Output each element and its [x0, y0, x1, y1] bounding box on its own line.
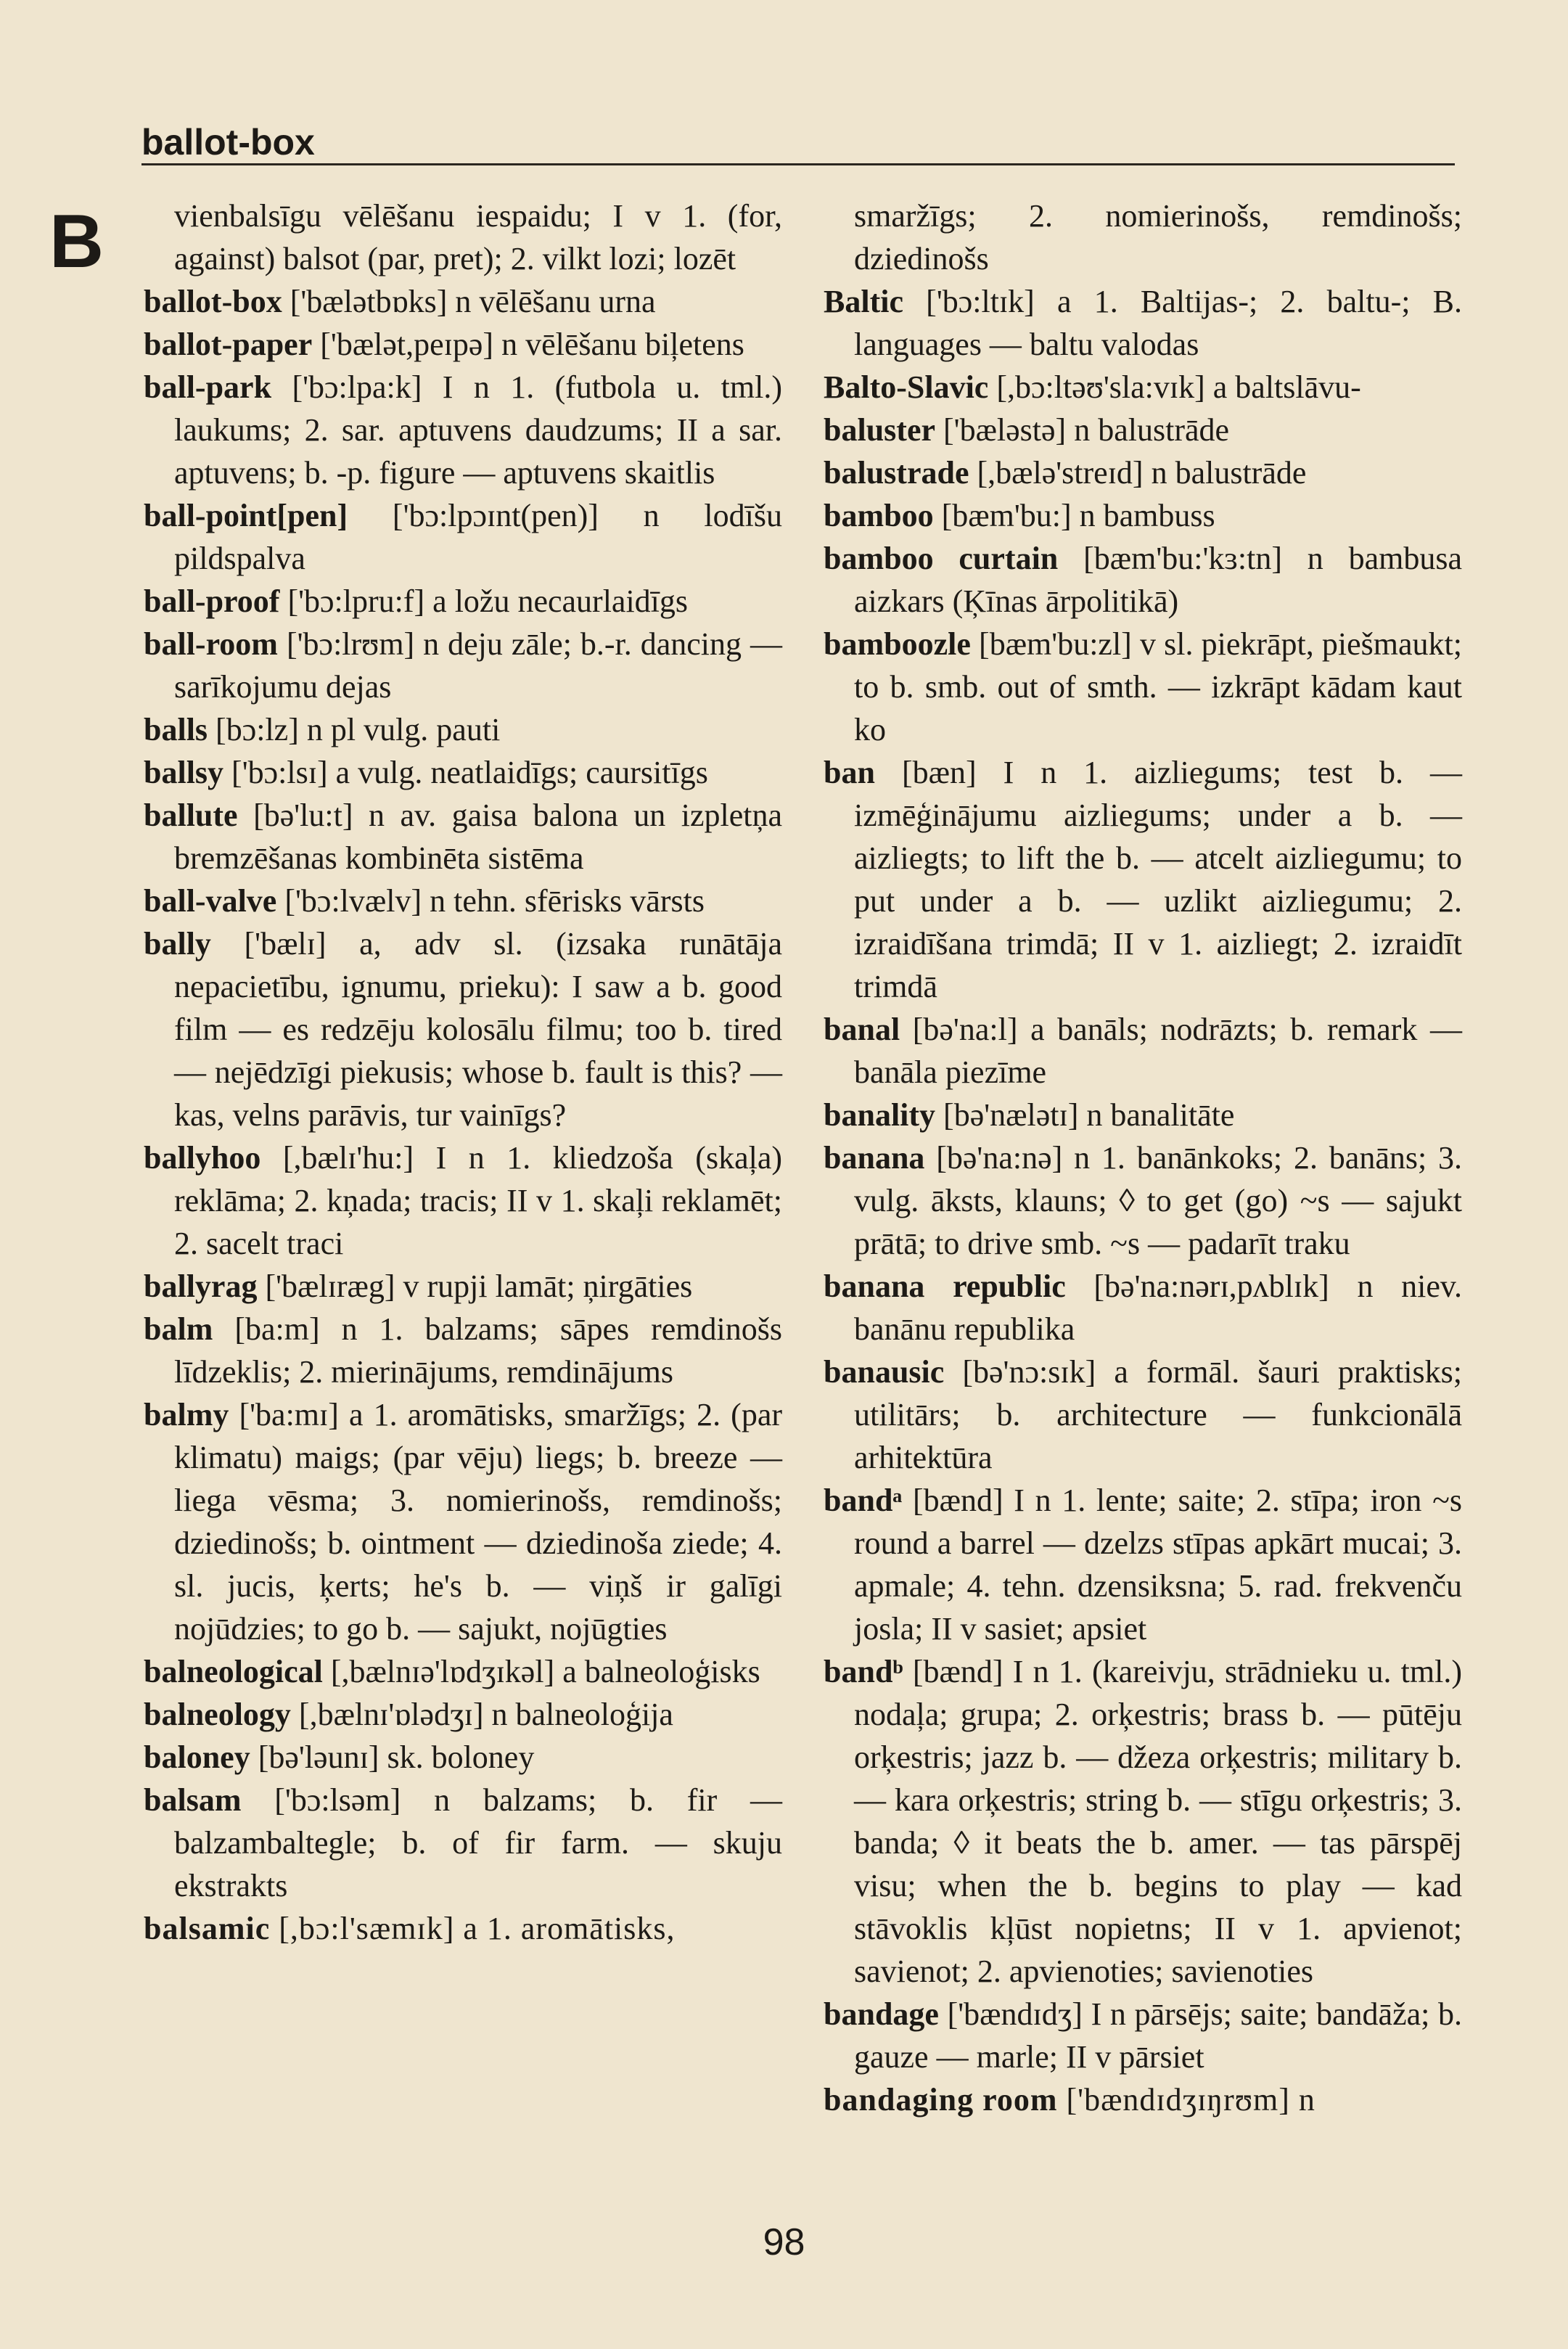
entry-definition: ['ba:mɪ] a 1. aromātisks, smaržīgs; 2. (par klimatu) maigs; (par vēju) liegs; b. breeze — liega vēsma; 3. nomierinošs, remdinošs; dziedinošs; b. ointment — dziedinoša ziede; 4. sl. jucis, ķerts; he's b. — viņš ir galīgi nojūdzies; to go b. — sajukt, nojūgties [174, 1397, 783, 1647]
entry-definition: ['bɔ:lsɪ] a vulg. neatlaidīgs; caursitīgs [231, 755, 708, 790]
entry-headword: ball-valve [144, 883, 277, 919]
entry-definition: ['bælɪ] a, adv sl. (izsaka runātāja nepacietību, ignumu, prieku): I saw a b. good film — es redzēju kolosālu filmu; too b. tired — nejēdzīgi piekusis; whose b. fault is this? — kas, velns parāvis, tur vainīgs? [174, 926, 782, 1133]
dictionary-entry [824, 451, 1462, 494]
entry-headword: balsam [144, 1782, 242, 1818]
dictionary-entry [144, 794, 782, 880]
entry-headword: bandage [824, 1996, 939, 2032]
dictionary-entry [824, 623, 1462, 751]
page-number: 98 [763, 2221, 805, 2263]
dictionary-entry [824, 1993, 1462, 2078]
entry-headword: ballute [144, 798, 238, 833]
dictionary-entry [824, 280, 1462, 366]
entry-definition: ['bɔ:lrʊm] n deju zāle; b.-r. dancing — sarīkojumu dejas [174, 626, 783, 705]
entry-definition: [bə'ləunɪ] sk. boloney [258, 1739, 535, 1775]
entry-definition: ['bɔ:lpɔɪnt(pen)] n lodīšu pildspalva [174, 498, 782, 576]
entry-definition: ['bɔ:ltɪk] a 1. Baltijas-; 2. baltu-; B. languages — baltu valodas [854, 284, 1462, 362]
entry-continuation [144, 194, 782, 280]
entry-definition: ['bɔ:lpru:f] a ložu necaurlaidīgs [287, 583, 689, 619]
entry-headword: baloney [144, 1739, 250, 1775]
running-head: ballot-box [141, 122, 315, 163]
entry-continuation [824, 194, 1462, 280]
entry-headword: balm [144, 1311, 213, 1347]
entry-headword: ball-point[pen] [144, 498, 348, 533]
entry-definition: [,bɔ:l'sæmɪk] a 1. aromātisks, [279, 1911, 676, 1946]
entry-headword: baluster [824, 412, 935, 448]
dictionary-entry [144, 708, 782, 751]
entry-headword: balustrade [824, 455, 969, 491]
entry-headword: balneological [144, 1654, 323, 1689]
entry-headword: banana [824, 1140, 925, 1176]
entry-definition: ['bændɪdʒɪŋrʊm] n [1066, 2082, 1315, 2118]
left-column [144, 194, 782, 1950]
entry-definition: [,bælnɪə'lɒdʒɪkəl] a balneoloģisks [330, 1654, 760, 1689]
entry-headword: balneology [144, 1697, 291, 1732]
dictionary-entry [144, 623, 782, 708]
dictionary-entry [144, 1779, 782, 1907]
dictionary-entry [824, 1350, 1462, 1479]
dictionary-entry [144, 751, 782, 794]
dictionary-entry [144, 1907, 782, 1950]
entry-definition: [bæm'bu:zl] v sl. piekrāpt, piešmaukt; to b. smb. out of smth. — izkrāpt kādam kaut ko [854, 626, 1463, 747]
dictionary-entry [824, 2078, 1462, 2121]
dictionary-entry [144, 280, 782, 323]
dictionary-entry [144, 1736, 782, 1779]
dictionary-entry [144, 880, 782, 922]
entry-definition: ['bɔ:lpa:k] I n 1. (futbola u. tml.) laukums; 2. sar. aptuvens daudzums; II a sar. aptuvens; b. -p. figure — aptuvens skaitlis [174, 369, 782, 491]
dictionary-entry [824, 1479, 1462, 1650]
entry-headword: ballot-box [144, 284, 282, 319]
entry-headword: balls [144, 712, 208, 747]
entry-headword: bandᵃ [824, 1483, 903, 1518]
entry-headword: Balto-Slavic [824, 369, 989, 405]
dictionary-entry [144, 1308, 782, 1393]
entry-headword: bamboo [824, 498, 934, 533]
entry-headword: bamboozle [824, 626, 971, 662]
dictionary-entry [824, 751, 1462, 1008]
dictionary-entry [824, 1650, 1462, 1993]
entry-headword: ball-park [144, 369, 272, 405]
dictionary-entry [144, 323, 782, 366]
dictionary-entry [824, 366, 1462, 409]
entry-definition: ['bændɪdʒ] I n pārsējs; saite; bandāža; b. gauze — marle; II v pārsiet [854, 1996, 1463, 2075]
entry-headword: bamboo curtain [824, 541, 1059, 576]
right-column [824, 194, 1462, 2121]
entry-definition: [bænd] I n 1. lente; saite; 2. stīpa; iron ~s round a barrel — dzelzs stīpas apkārt mucai; 3. apmale; 4. tehn. dzensiksna; 5. rad. frekvenču josla; II v sasiet; apsiet [854, 1483, 1462, 1647]
entry-definition: [bə'nælətɪ] n banalitāte [943, 1097, 1235, 1133]
entry-definition: vienbalsīgu vēlēšanu iespaidu; I v 1. (for, against) balsot (par, pret); 2. vilkt lozi; lozēt [174, 198, 782, 276]
entry-headword: balsamic [144, 1911, 271, 1946]
entry-definition: [bæn] I n 1. aizliegums; test b. — izmēģinājumu aizliegums; under a b. — aizliegts; to lift the b. — atcelt aizliegumu; to put under a b. — uzlikt aizliegumu; 2. izraidīšana trimdā; II v 1. aizliegt; 2. izraidīt trimdā [854, 755, 1462, 1004]
entry-definition: [bə'na:nərɪ,pʌblɪk] n niev. banānu republika [854, 1268, 1462, 1347]
entry-definition: ['bɔ:lvælv] n tehn. sfērisks vārsts [284, 883, 705, 919]
entry-headword: bandaging room [824, 2082, 1058, 2118]
section-letter: B [49, 200, 104, 284]
dictionary-entry [824, 537, 1462, 623]
entry-headword: ballyhoo [144, 1140, 261, 1176]
entry-definition: ['bælət,peɪpə] n vēlēšanu biļetens [320, 327, 744, 362]
entry-headword: bandᵇ [824, 1654, 903, 1689]
entry-definition: [bɔ:lz] n pl vulg. pauti [216, 712, 501, 747]
entry-definition: [bænd] I n 1. (kareivju, strādnieku u. tml.) nodaļa; grupa; 2. orķestris; brass b. — pūtēju orķestris; jazz b. — džeza orķestris; military b. — kara orķestris; string b. — stīgu orķestris; 3. banda; ◊ it beats the b. amer. — tas pārspēj visu; when the b. begins to play — kad stāvoklis kļūst nopietns; II v 1. apvienot; savienot; 2. apvienoties; savienoties [854, 1654, 1462, 1989]
entry-headword: ball-room [144, 626, 278, 662]
entry-definition: [bæm'bu:'kɜ:tn] n bambusa aizkars (Ķīnas ārpolitikā) [854, 541, 1462, 619]
dictionary-entry [824, 409, 1462, 451]
entry-headword: banality [824, 1097, 936, 1133]
entry-headword: ballot-paper [144, 327, 313, 362]
entry-headword: ballsy [144, 755, 224, 790]
entry-definition: [,bɔ:ltəʊ'sla:vɪk] a baltslāvu- [996, 369, 1361, 405]
header-rule [141, 163, 1455, 165]
dictionary-entry [144, 494, 782, 580]
entry-headword: bally [144, 926, 211, 962]
entry-headword: ban [824, 755, 875, 790]
entry-definition: ['bæləstə] n balustrāde [943, 412, 1230, 448]
entry-headword: Baltic [824, 284, 903, 319]
dictionary-entry [144, 1136, 782, 1265]
dictionary-entry [824, 1008, 1462, 1094]
entry-definition: [bə'na:nə] n 1. banānkoks; 2. banāns; 3. vulg. āksts, klauns; ◊ to get (go) ~s — sajukt prātā; to drive smb. ~s — padarīt traku [854, 1140, 1463, 1261]
dictionary-entry [144, 1693, 782, 1736]
entry-headword: banal [824, 1012, 900, 1047]
entry-definition: ['bælɪræg] v rupji lamāt; ņirgāties [265, 1268, 693, 1304]
entry-definition: [bə'lu:t] n av. gaisa balona un izpletņa bremzēšanas kombinēta sistēma [174, 798, 783, 876]
entry-headword: banausic [824, 1354, 945, 1390]
dictionary-entry [144, 922, 782, 1136]
dictionary-entry [144, 580, 782, 623]
entry-headword: ballyrag [144, 1268, 258, 1304]
entry-definition: [bæm'bu:] n bambuss [941, 498, 1215, 533]
dictionary-entry [824, 494, 1462, 537]
entry-definition: smaržīgs; 2. nomierinošs, remdinošs; dziedinošs [854, 198, 1462, 276]
dictionary-entry [144, 1393, 782, 1650]
dictionary-entry [824, 1094, 1462, 1136]
dictionary-entry [144, 366, 782, 494]
entry-headword: balmy [144, 1397, 229, 1432]
dictionary-entry [824, 1136, 1462, 1265]
entry-definition: [,bælɪ'hu:] I n 1. kliedzoša (skaļa) reklāma; 2. kņada; tracis; II v 1. skaļi reklamēt; 2. sacelt traci [174, 1140, 783, 1261]
entry-definition: [,bælə'streɪd] n balustrāde [977, 455, 1307, 491]
entry-definition: [bə'nɔ:sɪk] a formāl. šauri praktisks; utilitārs; b. architecture — funkcionālā arhitektūra [854, 1354, 1462, 1475]
entry-definition: [ba:m] n 1. balzams; sāpes remdinošs līdzeklis; 2. mierinājums, remdinājums [174, 1311, 782, 1390]
entry-headword: ball-proof [144, 583, 280, 619]
entry-headword: banana republic [824, 1268, 1066, 1304]
entry-definition: ['bælətbɒks] n vēlēšanu urna [290, 284, 656, 319]
dictionary-entry [824, 1265, 1462, 1350]
dictionary-entry [144, 1265, 782, 1308]
entry-definition: ['bɔ:lsəm] n balzams; b. fir — balzambaltegle; b. of fir farm. — skuju ekstrakts [174, 1782, 782, 1903]
entry-definition: [bə'na:l] a banāls; nodrāzts; b. remark — banāla piezīme [854, 1012, 1462, 1090]
dictionary-entry [144, 1650, 782, 1693]
entry-definition: [,bælnɪ'ɒlədʒɪ] n balneoloģija [298, 1697, 673, 1732]
